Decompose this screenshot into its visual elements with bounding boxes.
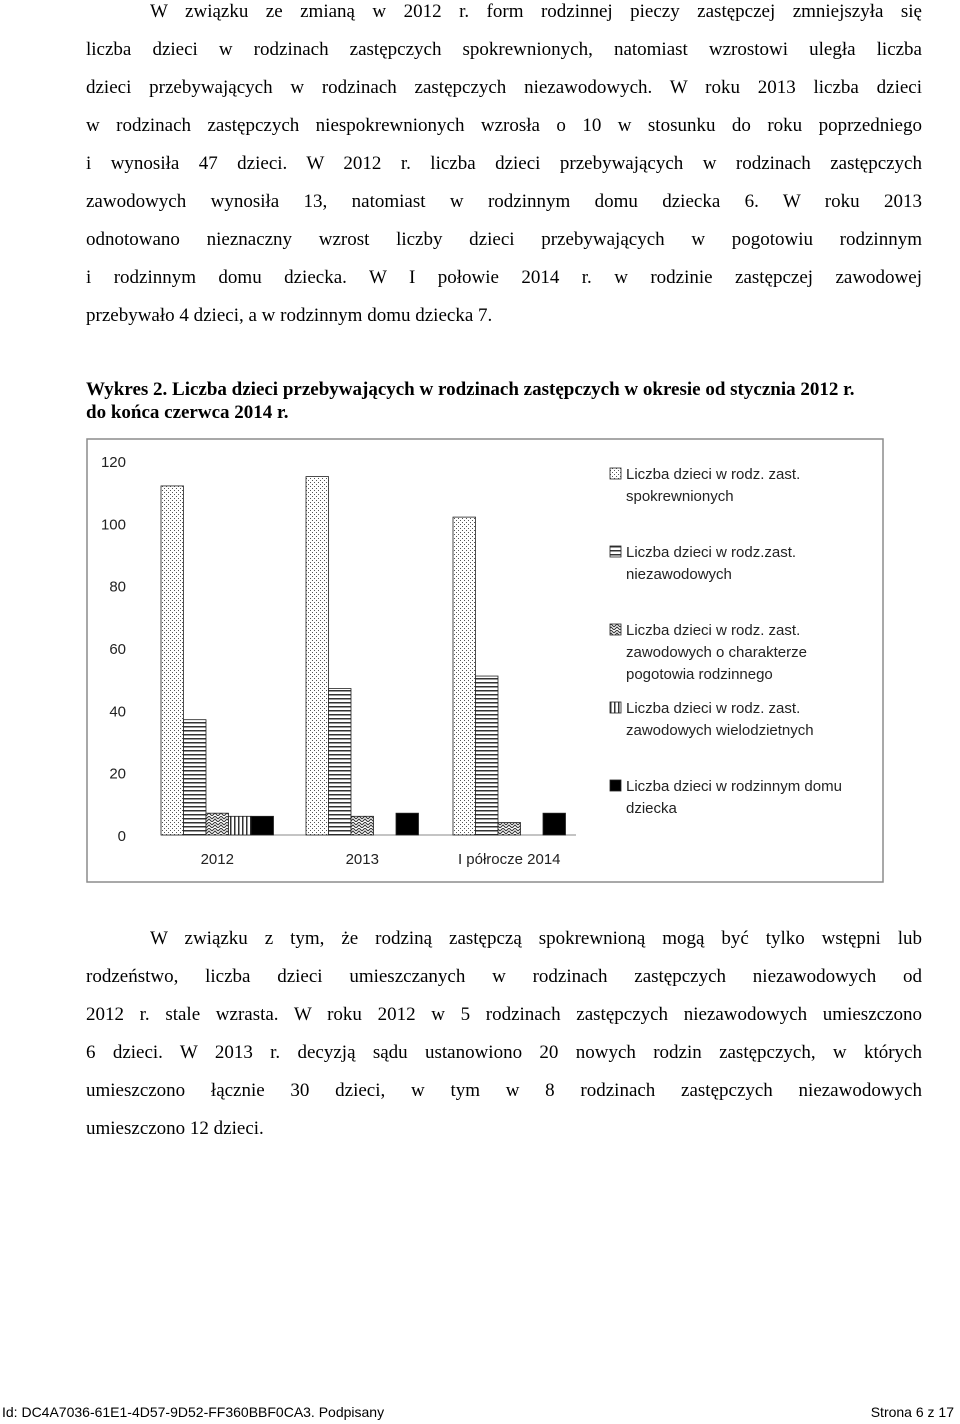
para2-line: rodzeństwo, liczba dzieci umieszczanych w rodzinach zastępczych niezawodowych od: [86, 966, 922, 987]
para1-line: liczba dzieci w rodzinach zastępczych spokrewnionych, natomiast wzrostowi uległa liczba: [86, 39, 922, 60]
y-tick-label: 120: [100, 454, 126, 471]
legend-swatch: [610, 702, 621, 713]
bar-chart: [86, 438, 884, 883]
legend-label: Liczba dzieci w rodz. zast.: [626, 700, 801, 717]
bar: [498, 823, 521, 835]
caption-line: do końca czerwca 2014 r.: [86, 402, 289, 423]
legend-label: Liczba dzieci w rodz. zast.: [626, 622, 801, 639]
caption-line: Wykres 2. Liczba dzieci przebywających w rodzinach zastępczych w okresie od stycznia 2012 r.: [86, 379, 855, 400]
bar: [476, 676, 499, 835]
y-tick-label: 0: [117, 828, 126, 845]
y-tick-label: 20: [109, 765, 126, 783]
bar: [396, 813, 419, 835]
bar: [453, 517, 476, 835]
bar: [184, 720, 207, 835]
para2-line: umieszczono łącznie 30 dzieci, w tym w 8 rodzinach zastępczych niezawodowych: [86, 1080, 922, 1101]
bar: [306, 477, 329, 835]
bar: [251, 816, 274, 835]
legend-label: Liczba dzieci w rodz. zast.: [626, 466, 801, 483]
legend-label: zawodowych o charakterze: [626, 644, 807, 661]
y-tick-label: 60: [109, 641, 126, 658]
bar: [351, 816, 374, 835]
para1-line: i rodzinnym domu dziecka. W I połowie 2014 r. w rodzinie zastępczej zawodowej: [86, 267, 922, 288]
footer-id: Id: DC4A7036-61E1-4D57-9D52-FF360BBF0CA3. Podpisany: [2, 1404, 385, 1420]
legend-label: zawodowych wielodzietnych: [626, 722, 814, 739]
para1-line: i wynosiła 47 dzieci. W 2012 r. liczba dzieci przebywających w rodzinach zastępczych: [86, 153, 922, 174]
x-tick-label: I półrocze 2014: [457, 851, 561, 868]
y-tick-label: 40: [109, 703, 126, 721]
legend-label: niezawodowych: [626, 566, 732, 583]
x-tick-label: 2012: [200, 851, 234, 868]
paragraph-2: [86, 927, 922, 1155]
bar: [543, 813, 566, 835]
legend-label: dziecka: [626, 800, 677, 817]
paragraph-1: [86, 0, 922, 342]
x-tick-label: 2013: [345, 851, 379, 868]
para1-line: W związku ze zmianą w 2012 r. form rodzinnej pieczy zastępczej zmniejszyła się: [150, 1, 922, 22]
legend-label: spokrewnionych: [626, 488, 734, 505]
footer-page-number: Strona 6 z 17: [870, 1404, 954, 1420]
legend-label: Liczba dzieci w rodzinnym domu: [626, 778, 842, 795]
para1-line: odnotowano nieznaczny wzrost liczby dzieci przebywających w pogotowiu rodzinnym: [86, 229, 922, 250]
para2-line: 6 dzieci. W 2013 r. decyzją sądu ustanowiono 20 nowych rodzin zastępczych, w których: [86, 1042, 922, 1063]
chart-caption: [86, 378, 946, 424]
bar: [206, 813, 229, 835]
para2-line: 2012 r. stale wzrasta. W roku 2012 w 5 rodzinach zastępczych niezawodowych umieszczono: [86, 1004, 922, 1025]
legend-label: pogotowia rodzinnego: [626, 666, 773, 683]
legend-swatch: [610, 468, 621, 479]
legend-swatch: [610, 624, 621, 635]
para2-line: W związku z tym, że rodziną zastępczą spokrewnioną mogą być tylko wstępni lub: [150, 928, 922, 949]
para1-line: zawodowych wynosiła 13, natomiast w rodzinnym domu dziecka 6. W roku 2013: [86, 191, 922, 212]
bar: [229, 816, 252, 835]
legend-label: Liczba dzieci w rodz.zast.: [626, 544, 797, 561]
y-tick-label: 100: [100, 516, 126, 534]
legend-swatch: [610, 546, 621, 557]
y-tick-label: 80: [109, 578, 126, 596]
para2-line: umieszczono 12 dzieci.: [86, 1118, 264, 1139]
legend-swatch: [610, 780, 621, 791]
para1-line: dzieci przebywających w rodzinach zastępczych niezawodowych. W roku 2013 liczba dzieci: [86, 77, 922, 98]
para1-line: przebywało 4 dzieci, a w rodzinnym domu dziecka 7.: [86, 305, 493, 326]
para1-line: w rodzinach zastępczych niespokrewnionych wzrosła o 10 w stosunku do roku poprzedniego: [86, 115, 922, 136]
bar: [161, 486, 184, 835]
bar: [329, 689, 352, 835]
